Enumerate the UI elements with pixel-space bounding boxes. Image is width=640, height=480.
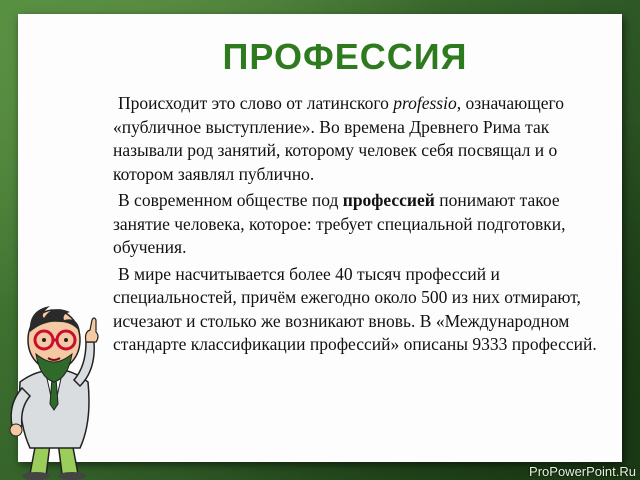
professor-cartoon-icon xyxy=(0,292,112,480)
paragraph-origin-start: Происходит это слово от латинского xyxy=(118,93,394,113)
paragraph-origin-end: означающего «публичное выступление». Во времена Древнего Рима так называли род занятий, которому человек себя посвящал и о котором заявлял публично. xyxy=(113,93,564,184)
paragraph-definition-start: В современном обществе под xyxy=(118,190,343,210)
watermark-text: ProPowerPoint.Ru xyxy=(529,464,636,479)
latin-term: professio, xyxy=(393,93,462,113)
paragraph-origin xyxy=(113,92,613,186)
paragraph-statistics: В мире насчитывается более 40 тысяч профессий и специальностей, причём ежегодно около 500 из них отмирают, исчезают и столько же возникают вновь. В «Международном стандарте классификации профессий» описаны 9333 профессий. xyxy=(113,263,597,354)
paragraph-definition-end: понимают такое занятие человека, которое: требует специальной подготовки, обучения. xyxy=(113,190,566,257)
key-term: профессией xyxy=(342,190,435,210)
slide-title: ПРОФЕССИЯ xyxy=(222,36,468,77)
slide-body xyxy=(113,92,613,360)
paragraph-definition xyxy=(113,189,613,260)
